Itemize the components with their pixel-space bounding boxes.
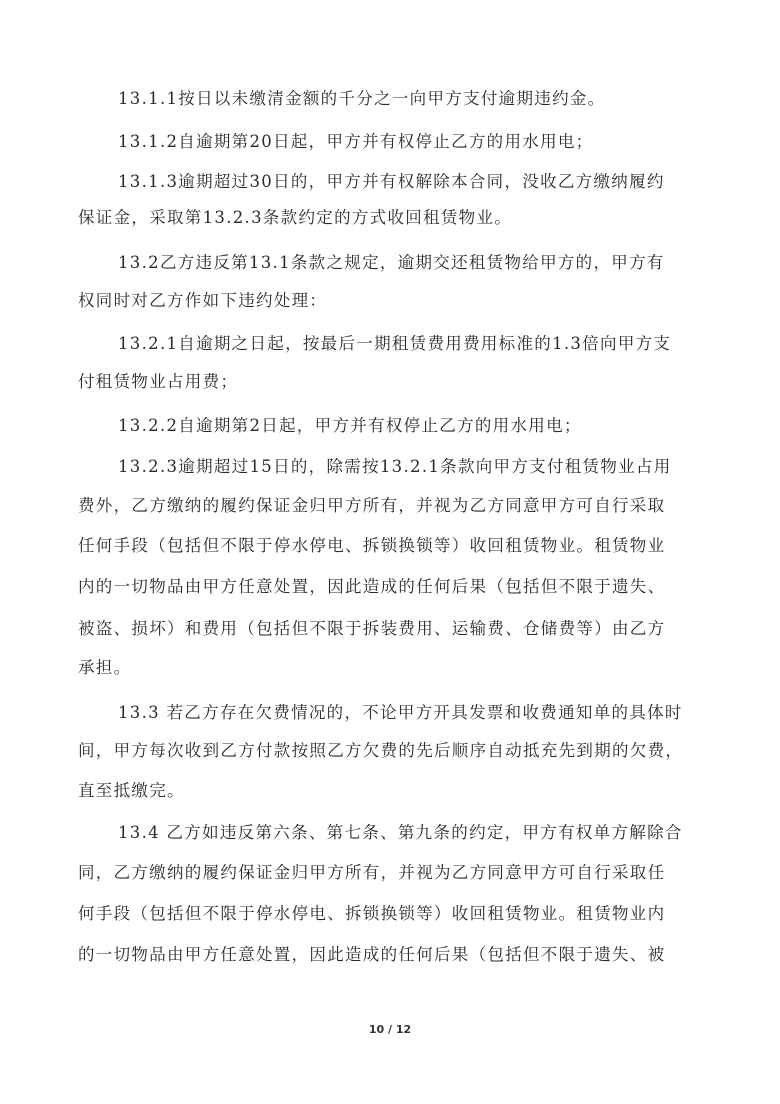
- clause-13-1-3-line-1: 13.1.3逾期超过30日的，甲方并有权解除本合同，没收乙方缴纳履约: [118, 172, 665, 191]
- page-number: 10 / 12: [368, 1023, 412, 1036]
- clause-13-2-2: 13.2.2自逾期第2日起，甲方并有权停止乙方的用水用电；: [118, 416, 582, 435]
- clause-13-2-1-line-2: 付租赁物业占用费；: [78, 372, 239, 391]
- clause-13-4-line-2: 同，乙方缴纳的履约保证金归甲方所有，并视为乙方同意甲方可自行采取任: [78, 863, 666, 882]
- clause-13-2-3-line-1: 13.2.3逾期超过15日的，除需按13.2.1条款向甲方支付租赁物业占用: [118, 457, 672, 476]
- clause-13-4-line-1: 13.4 乙方如违反第六条、第七条、第九条的约定，甲方有权单方解除合: [118, 823, 683, 842]
- clause-13-1-2: 13.1.2自逾期第20日起，甲方并有权停止乙方的用水用电；: [118, 132, 594, 151]
- clause-13-2-line-1: 13.2乙方违反第13.1条款之规定，逾期交还租赁物给甲方的，甲方有: [118, 253, 665, 272]
- clause-13-3-line-2: 间，甲方每次收到乙方付款按照乙方欠费的先后顺序自动抵充先到期的欠费，: [78, 741, 684, 760]
- clause-13-2-3-line-4: 内的一切物品由甲方任意处置，因此造成的任何后果（包括但不限于遗失、: [78, 577, 666, 596]
- clause-13-1-1: 13.1.1按日以未缴清金额的千分之一向甲方支付逾期违约金。: [118, 89, 606, 108]
- clause-13-3-line-3: 直至抵缴完。: [78, 781, 185, 800]
- watermark: [180, 348, 690, 712]
- clause-13-2-3-line-5: 被盗、损坏）和费用（包括但不限于拆装费用、运输费、仓储费等）由乙方: [78, 619, 666, 638]
- clause-13-4-line-4: 的一切物品由甲方任意处置，因此造成的任何后果（包括但不限于遗失、被: [78, 945, 666, 964]
- clause-13-2-3-line-3: 任何手段（包括但不限于停水停电、拆锁换锁等）收回租赁物业。租赁物业: [78, 536, 666, 555]
- clause-13-1-3-line-2: 保证金，采取第13.2.3条款约定的方式收回租赁物业。: [78, 208, 513, 227]
- clause-13-2-3-line-6: 承担。: [78, 658, 132, 677]
- clause-13-2-3-line-2: 费外，乙方缴纳的履约保证金归甲方所有，并视为乙方同意甲方可自行采取: [78, 496, 666, 515]
- clause-13-2-line-2: 权同时对乙方作如下违约处理：: [78, 291, 328, 310]
- clause-13-4-line-3: 何手段（包括但不限于停水停电、拆锁换锁等）收回租赁物业。租赁物业内: [78, 904, 666, 923]
- clause-13-2-1-line-1: 13.2.1自逾期之日起，按最后一期租赁费用费用标准的1.3倍向甲方支: [118, 334, 672, 353]
- clause-13-3-line-1: 13.3 若乙方存在欠费情况的，不论甲方开具发票和收费通知单的具体时: [118, 703, 683, 722]
